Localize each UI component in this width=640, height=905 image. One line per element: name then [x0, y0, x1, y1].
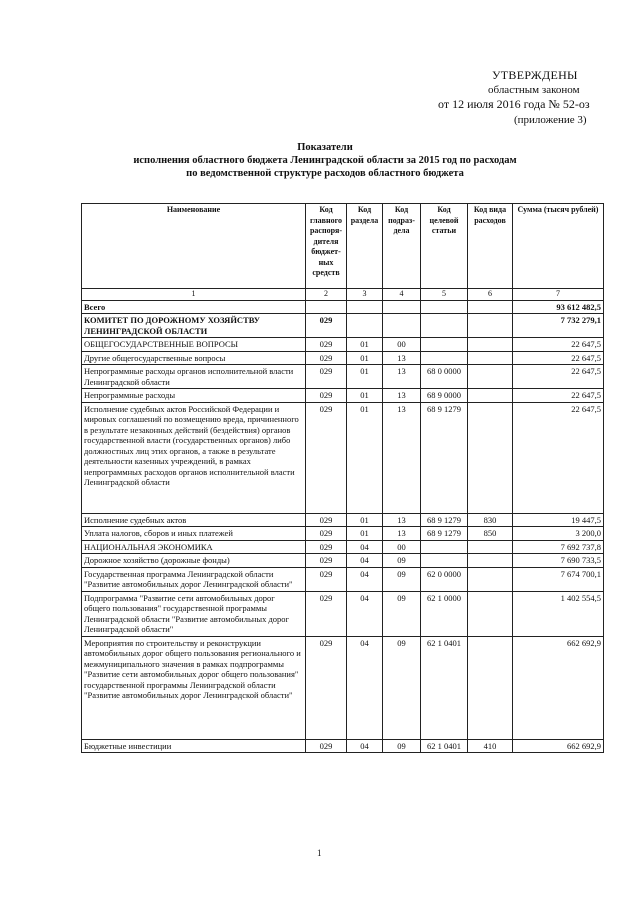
row-csr	[421, 338, 468, 352]
row-csr: 68 9 0000	[421, 389, 468, 403]
row-vr	[468, 567, 513, 591]
title-line-1: Показатели	[297, 142, 353, 153]
table-row	[82, 300, 604, 314]
page-number: 1	[317, 848, 322, 858]
row-csr: 62 1 0401	[421, 739, 468, 753]
approval-line-approved: УТВЕРЖДЕНЫ	[492, 68, 578, 82]
row-podrazdel	[383, 300, 421, 314]
row-grbs: 029	[306, 402, 347, 513]
row-name: Государственная программа Ленинградской области "Развитие автомобильных дорог Ленинградской области"	[82, 567, 306, 591]
row-razdel: 01	[347, 365, 383, 389]
row-name: Дорожное хозяйство (дорожные фонды)	[82, 554, 306, 568]
row-grbs	[306, 300, 347, 314]
row-vr	[468, 540, 513, 554]
row-razdel	[347, 300, 383, 314]
approval-line-appendix: (приложение 3)	[514, 114, 587, 126]
row-vr	[468, 351, 513, 365]
table-body	[82, 300, 604, 753]
row-podrazdel: 13	[383, 513, 421, 527]
row-razdel: 04	[347, 591, 383, 636]
header-sum: Сумма (тысяч рублей)	[513, 204, 604, 289]
row-sum: 22 647,5	[513, 365, 604, 389]
row-sum: 93 612 482,5	[513, 300, 604, 314]
row-razdel: 01	[347, 527, 383, 541]
row-vr	[468, 591, 513, 636]
row-csr: 62 0 0000	[421, 567, 468, 591]
budget-table	[81, 203, 604, 753]
row-grbs: 029	[306, 554, 347, 568]
column-number: 7	[513, 289, 604, 301]
row-csr: 68 9 1279	[421, 513, 468, 527]
table-row	[82, 402, 604, 513]
table-row	[82, 314, 604, 338]
table-row	[82, 554, 604, 568]
row-sum: 7 732 279,1	[513, 314, 604, 338]
row-vr	[468, 554, 513, 568]
row-podrazdel	[383, 314, 421, 338]
row-razdel	[347, 314, 383, 338]
row-name: НАЦИОНАЛЬНАЯ ЭКОНОМИКА	[82, 540, 306, 554]
approval-line-law: областным законом	[488, 84, 580, 96]
row-vr: 410	[468, 739, 513, 753]
row-razdel: 04	[347, 739, 383, 753]
row-vr: 830	[468, 513, 513, 527]
table-header-row	[82, 204, 604, 289]
row-razdel: 04	[347, 636, 383, 739]
table-row	[82, 636, 604, 739]
row-name: КОМИТЕТ ПО ДОРОЖНОМУ ХОЗЯЙСТВУ ЛЕНИНГРАДСКОЙ ОБЛАСТИ	[82, 314, 306, 338]
row-vr	[468, 636, 513, 739]
title-line-3: по ведомственной структуре расходов областного бюджета	[186, 168, 464, 179]
header-grbs: Код главного распоря-дителя бюджет-ных средств	[306, 204, 347, 289]
row-sum: 1 402 554,5	[513, 591, 604, 636]
row-csr: 68 0 0000	[421, 365, 468, 389]
row-csr: 68 9 1279	[421, 527, 468, 541]
column-number: 3	[347, 289, 383, 301]
row-vr	[468, 365, 513, 389]
row-grbs: 029	[306, 567, 347, 591]
row-name: Мероприятия по строительству и реконструкции автомобильных дорог общего пользования регионального и межмуниципального значения в рамках подпрограммы "Развитие сети автомобильных дорог общего пользования" государственной программы Ленинградской области "Развитие автомобильных дорог Ленинградской области"	[82, 636, 306, 739]
column-number-row	[82, 289, 604, 301]
row-csr: 68 9 1279	[421, 402, 468, 513]
column-number: 6	[468, 289, 513, 301]
row-grbs: 029	[306, 389, 347, 403]
row-vr: 850	[468, 527, 513, 541]
column-number: 4	[383, 289, 421, 301]
row-sum: 7 690 733,5	[513, 554, 604, 568]
row-grbs: 029	[306, 338, 347, 352]
column-number: 2	[306, 289, 347, 301]
row-csr	[421, 300, 468, 314]
row-csr	[421, 540, 468, 554]
row-sum: 19 447,5	[513, 513, 604, 527]
row-podrazdel: 00	[383, 338, 421, 352]
row-name: Уплата налогов, сборов и иных платежей	[82, 527, 306, 541]
header-podrazdel: Код подраз-дела	[383, 204, 421, 289]
header-name: Наименование	[82, 204, 306, 289]
row-csr	[421, 314, 468, 338]
row-podrazdel: 13	[383, 527, 421, 541]
row-name: Всего	[82, 300, 306, 314]
table-row	[82, 365, 604, 389]
row-grbs: 029	[306, 540, 347, 554]
table-row	[82, 338, 604, 352]
table-row	[82, 567, 604, 591]
row-podrazdel: 09	[383, 739, 421, 753]
column-number: 5	[421, 289, 468, 301]
row-podrazdel: 09	[383, 567, 421, 591]
row-vr	[468, 389, 513, 403]
row-grbs: 029	[306, 739, 347, 753]
row-csr: 62 1 0401	[421, 636, 468, 739]
table-row	[82, 540, 604, 554]
row-name: Подпрограмма "Развитие сети автомобильных дорог общего пользования" государственной программы Ленинградской области "Развитие автомобильных дорог Ленинградской области"	[82, 591, 306, 636]
row-name: ОБЩЕГОСУДАРСТВЕННЫЕ ВОПРОСЫ	[82, 338, 306, 352]
table-row	[82, 591, 604, 636]
row-name: Исполнение судебных актов Российской Федерации и мировых соглашений по возмещению вреда, причиненного в результате незаконных действий (бездействия) органов государственной власти (государственных органов) либо должностных лиц этих органов, а также в результате деятельности казенных учреждений, в рамках непрограммных расходов органов исполнительной власти Ленинградской области	[82, 402, 306, 513]
row-sum: 3 200,0	[513, 527, 604, 541]
row-grbs: 029	[306, 365, 347, 389]
row-sum: 7 692 737,8	[513, 540, 604, 554]
table-row	[82, 513, 604, 527]
row-grbs: 029	[306, 513, 347, 527]
title-line-2: исполнения областного бюджета Ленинградской области за 2015 год по расходам	[133, 155, 517, 166]
row-razdel: 01	[347, 402, 383, 513]
header-csr: Код целевой статьи	[421, 204, 468, 289]
row-sum: 22 647,5	[513, 338, 604, 352]
row-vr	[468, 300, 513, 314]
row-podrazdel: 13	[383, 365, 421, 389]
row-sum: 22 647,5	[513, 351, 604, 365]
row-name: Непрограммные расходы органов исполнительной власти Ленинградской области	[82, 365, 306, 389]
row-name: Исполнение судебных актов	[82, 513, 306, 527]
row-grbs: 029	[306, 636, 347, 739]
header-vr: Код вида расходов	[468, 204, 513, 289]
row-csr	[421, 351, 468, 365]
document-title	[100, 141, 550, 180]
table-row	[82, 351, 604, 365]
row-sum: 662 692,9	[513, 636, 604, 739]
row-razdel: 01	[347, 351, 383, 365]
row-razdel: 04	[347, 567, 383, 591]
row-sum: 7 674 700,1	[513, 567, 604, 591]
row-vr	[468, 314, 513, 338]
row-razdel: 04	[347, 540, 383, 554]
row-podrazdel: 13	[383, 402, 421, 513]
row-grbs: 029	[306, 591, 347, 636]
row-podrazdel: 00	[383, 540, 421, 554]
row-vr	[468, 338, 513, 352]
row-podrazdel: 09	[383, 636, 421, 739]
row-razdel: 01	[347, 338, 383, 352]
row-sum: 22 647,5	[513, 402, 604, 513]
row-podrazdel: 13	[383, 351, 421, 365]
row-grbs: 029	[306, 314, 347, 338]
row-podrazdel: 09	[383, 591, 421, 636]
table-row	[82, 527, 604, 541]
row-vr	[468, 402, 513, 513]
row-razdel: 01	[347, 513, 383, 527]
row-sum: 22 647,5	[513, 389, 604, 403]
row-podrazdel: 13	[383, 389, 421, 403]
row-csr: 62 1 0000	[421, 591, 468, 636]
row-razdel: 01	[347, 389, 383, 403]
row-grbs: 029	[306, 527, 347, 541]
column-number: 1	[82, 289, 306, 301]
row-name: Непрограммные расходы	[82, 389, 306, 403]
table-row	[82, 389, 604, 403]
row-sum: 662 692,9	[513, 739, 604, 753]
row-csr	[421, 554, 468, 568]
row-name: Бюджетные инвестиции	[82, 739, 306, 753]
row-grbs: 029	[306, 351, 347, 365]
approval-line-date: от 12 июля 2016 года № 52-оз	[438, 97, 590, 111]
table-row	[82, 739, 604, 753]
row-name: Другие общегосударственные вопросы	[82, 351, 306, 365]
header-razdel: Код раздела	[347, 204, 383, 289]
row-podrazdel: 09	[383, 554, 421, 568]
row-razdel: 04	[347, 554, 383, 568]
